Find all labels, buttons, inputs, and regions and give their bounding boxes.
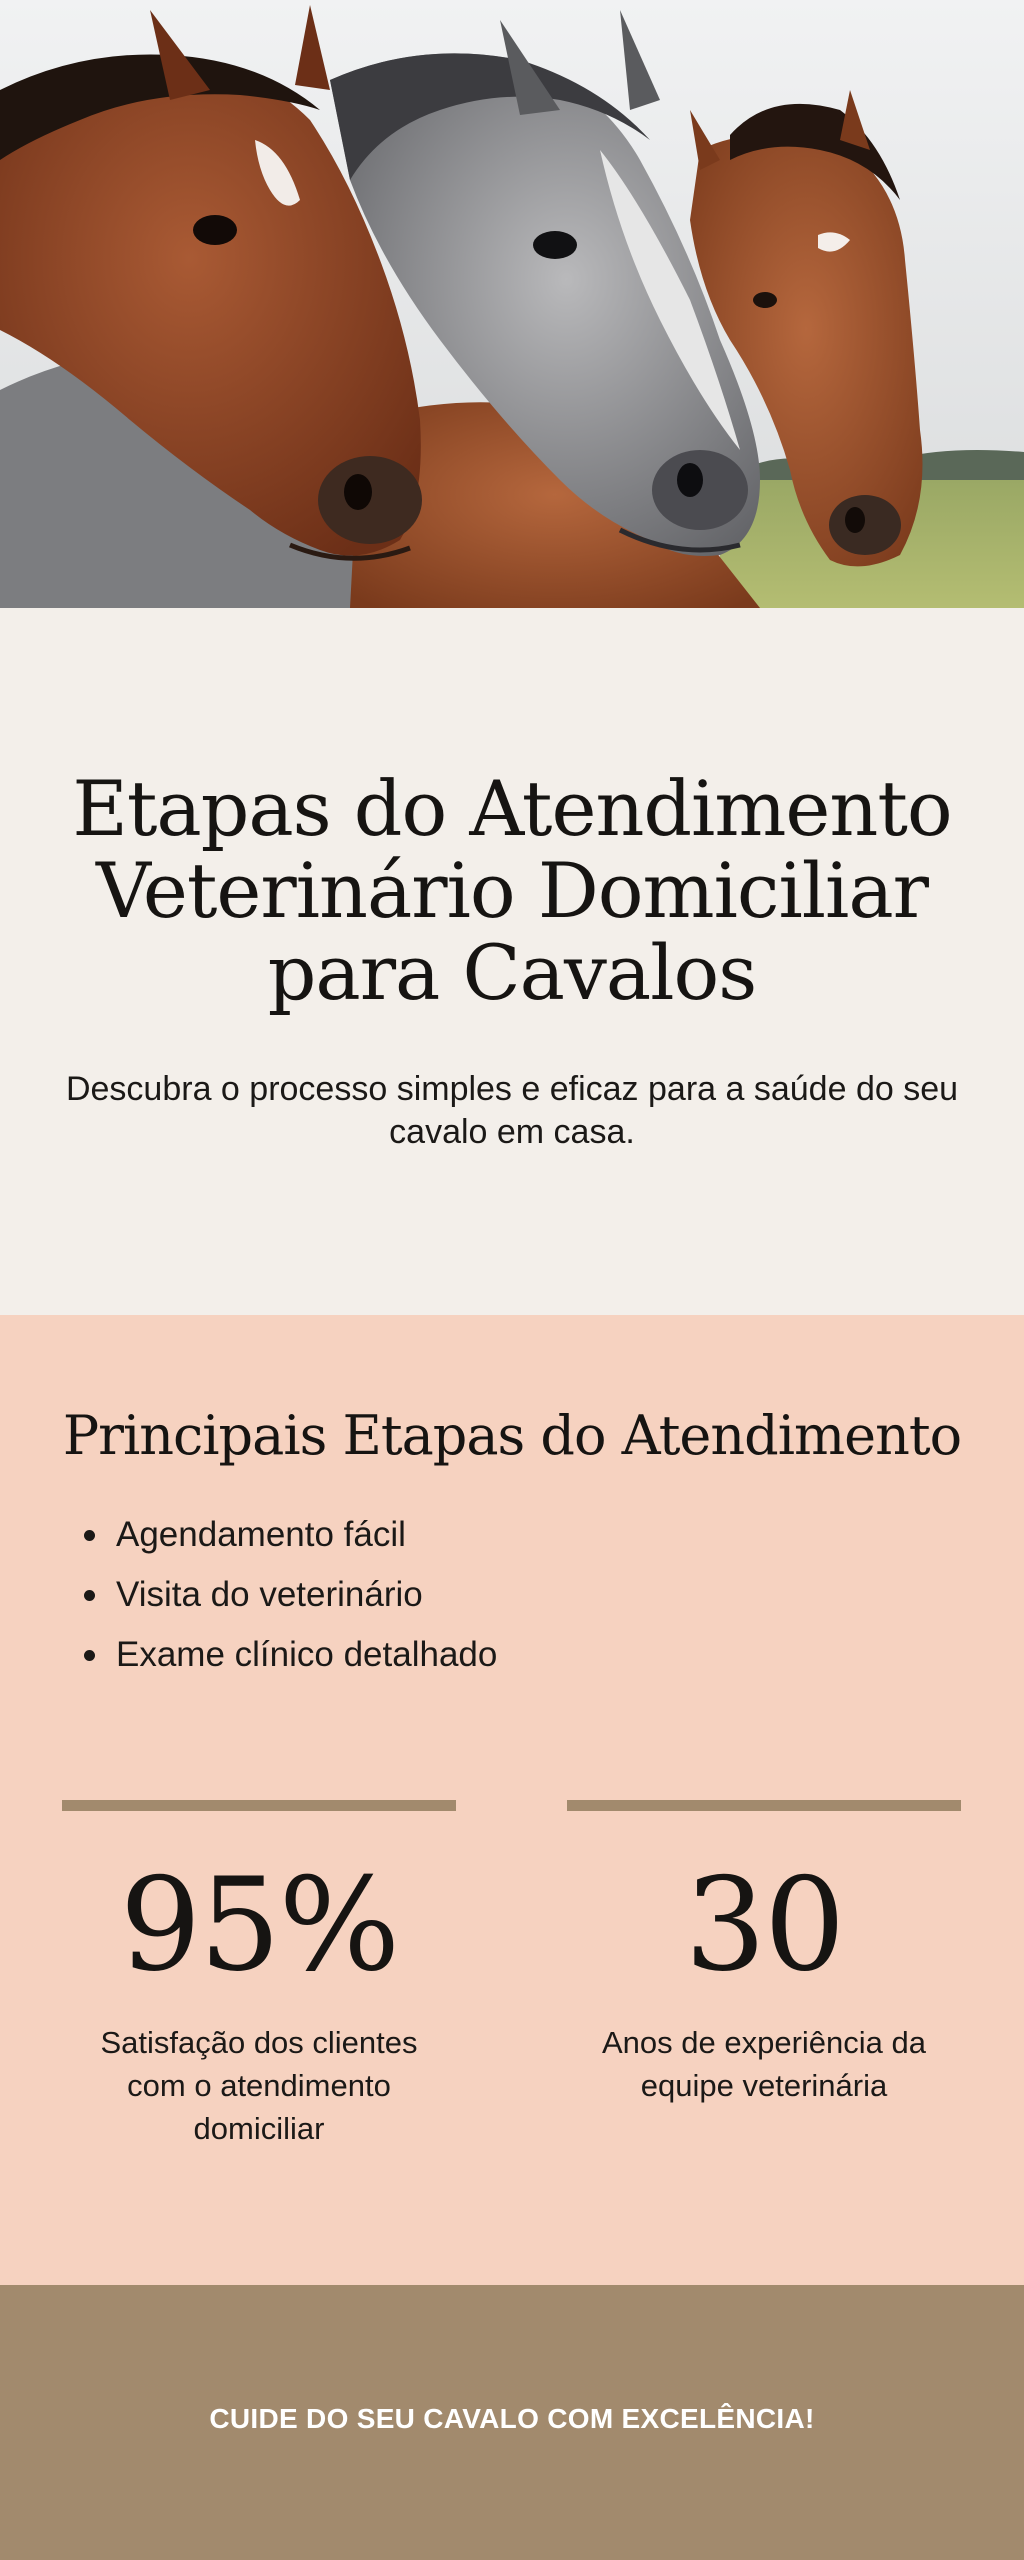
list-item: [84, 1505, 497, 1565]
steps-heading: Principais Etapas do Atendimento: [62, 1404, 962, 1467]
stat-satisfaction: [62, 1800, 456, 2150]
hero-image: [0, 0, 1024, 608]
stat-value: 30: [684, 1851, 844, 2000]
page-title: Etapas do Atendimento Veterinário Domiciliar para Cavalos: [72, 764, 952, 1017]
stat-experience: [567, 1800, 961, 2107]
step-label: Agendamento fácil: [116, 1515, 406, 1554]
page-subtitle: Descubra o processo simples e eficaz para a saúde do seu cavalo em casa.: [65, 1070, 959, 1151]
list-item: [84, 1565, 497, 1625]
intro-section: [0, 608, 1024, 1315]
footer: [0, 2285, 1024, 2560]
bullet-icon: [84, 1650, 95, 1661]
stat-description: Anos de experiência da equipe veterinária: [601, 2025, 926, 2103]
steps-section: [0, 1315, 1024, 2285]
list-item: [84, 1625, 497, 1685]
stat-divider: [62, 1800, 456, 1811]
stat-description: Satisfação dos clientes com o atendimento domiciliar: [100, 2025, 418, 2146]
footer-cta: CUIDE DO SEU CAVALO COM EXCELÊNCIA!: [209, 2403, 815, 2434]
bullet-icon: [84, 1590, 95, 1601]
bullet-icon: [84, 1530, 95, 1541]
stat-value: 95%: [119, 1851, 399, 2000]
step-label: Visita do veterinário: [116, 1575, 423, 1614]
step-label: Exame clínico detalhado: [116, 1635, 498, 1674]
horses-illustration: [0, 0, 1024, 608]
stat-divider: [567, 1800, 961, 1811]
steps-list: [84, 1505, 497, 1685]
